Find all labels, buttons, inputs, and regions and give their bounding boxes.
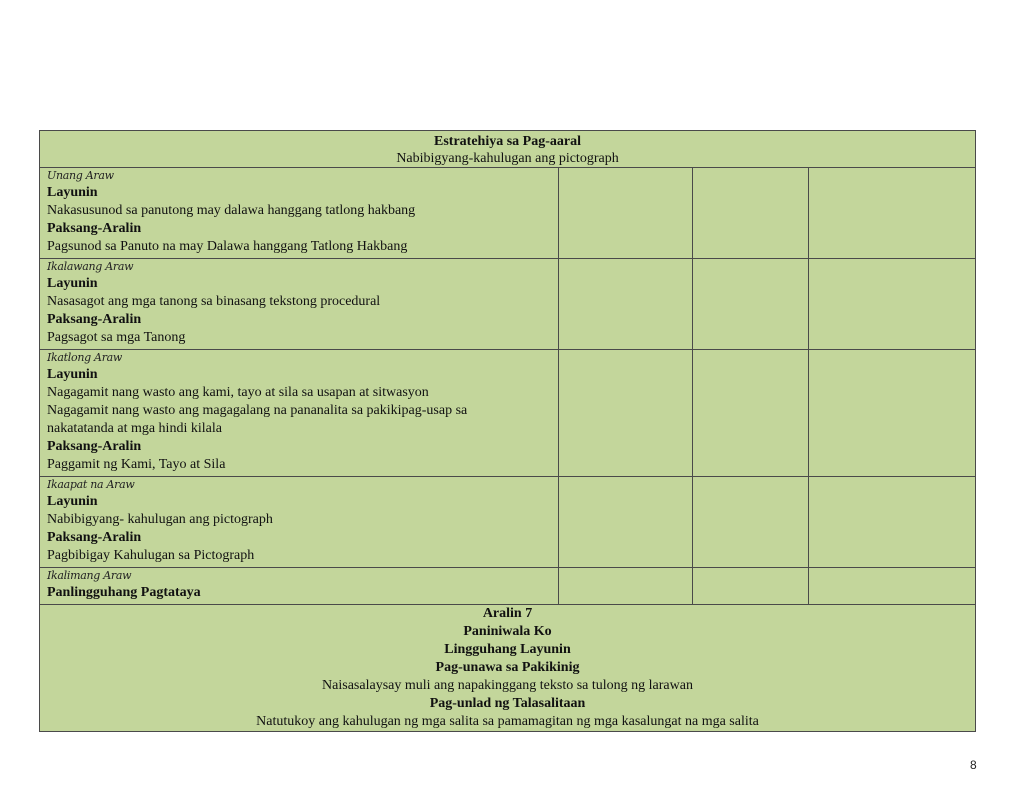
section-text: Naisasalaysay muli ang napakinggang teksto sa tulong ng larawan [322, 678, 693, 693]
empty-cell [559, 259, 693, 350]
empty-cell [559, 568, 693, 605]
empty-cell [809, 568, 976, 605]
layunin-text: Nabibigyang- kahulugan ang pictograph [47, 512, 273, 527]
day-content-cell [40, 568, 559, 605]
empty-cell [693, 350, 809, 477]
paksa-text: Pagbibigay Kahulugan sa Pictograph [47, 548, 255, 563]
aralin-cell [40, 605, 976, 732]
day-content-cell [40, 477, 559, 568]
empty-cell [693, 259, 809, 350]
empty-cell [809, 350, 976, 477]
layunin-text: nakatatanda at mga hindi kilala [47, 421, 222, 436]
day-content-cell [40, 168, 559, 259]
paksa-label: Paksang-Aralin [47, 530, 142, 545]
assessment-label: Panlingguhang Pagtataya [47, 585, 201, 600]
empty-cell [809, 259, 976, 350]
day-name: Ikalawang Araw [47, 260, 134, 273]
day-row [40, 350, 976, 477]
day-name: Ikaapat na Araw [47, 478, 135, 491]
section-title: Pag-unlad ng Talasalitaan [429, 696, 586, 711]
weekly-objective-heading: Lingguhang Layunin [444, 642, 571, 657]
day-name: Ikalimang Araw [47, 569, 132, 582]
empty-cell [693, 568, 809, 605]
layunin-text: Nagagamit nang wasto ang kami, tayo at sila sa usapan at sitwasyon [47, 385, 429, 400]
day-row [40, 568, 976, 605]
day-name: Ikatlong Araw [47, 351, 123, 364]
empty-cell [693, 168, 809, 259]
paksa-text: Pagsunod sa Panuto na may Dalawa hanggang Tatlong Hakbang [47, 239, 408, 254]
empty-cell [809, 477, 976, 568]
empty-cell [559, 477, 693, 568]
empty-cell [559, 168, 693, 259]
paksa-label: Paksang-Aralin [47, 439, 142, 454]
layunin-label: Layunin [47, 494, 98, 509]
empty-cell [559, 350, 693, 477]
day-content-cell [40, 350, 559, 477]
layunin-label: Layunin [47, 276, 98, 291]
layunin-text: Nasasagot ang mga tanong sa binasang tekstong procedural [47, 294, 381, 309]
aralin-title: Aralin 7 [482, 606, 533, 621]
header-row [40, 131, 976, 168]
strategy-title: Estratehiya sa Pag-aaral [434, 134, 581, 149]
aralin-row [40, 605, 976, 732]
aralin-subtitle: Paniniwala Ko [463, 624, 552, 639]
paksa-text: Paggamit ng Kami, Tayo at Sila [47, 457, 226, 472]
layunin-text: Nagagamit nang wasto ang magagalang na pananalita sa pakikipag-usap sa [47, 403, 468, 418]
lesson-plan-table [39, 130, 976, 732]
day-content-cell [40, 259, 559, 350]
paksa-text: Pagsagot sa mga Tanong [47, 330, 186, 345]
empty-cell [809, 168, 976, 259]
paksa-label: Paksang-Aralin [47, 312, 142, 327]
section-title: Pag-unawa sa Pakikinig [435, 660, 580, 675]
layunin-text: Nakasusunod sa panutong may dalawa hanggang tatlong hakbang [47, 203, 416, 218]
day-row [40, 259, 976, 350]
layunin-label: Layunin [47, 185, 98, 200]
section-text: Natutukoy ang kahulugan ng mga salita sa pamamagitan ng mga kasalungat na mga salita [256, 714, 759, 729]
empty-cell [693, 477, 809, 568]
header-cell [40, 131, 976, 168]
day-name: Unang Araw [47, 169, 114, 182]
paksa-label: Paksang-Aralin [47, 221, 142, 236]
day-row [40, 168, 976, 259]
day-row [40, 477, 976, 568]
page-number: 8 [970, 758, 977, 772]
strategy-subtitle: Nabibigyang-kahulugan ang pictograph [396, 151, 619, 166]
layunin-label: Layunin [47, 367, 98, 382]
